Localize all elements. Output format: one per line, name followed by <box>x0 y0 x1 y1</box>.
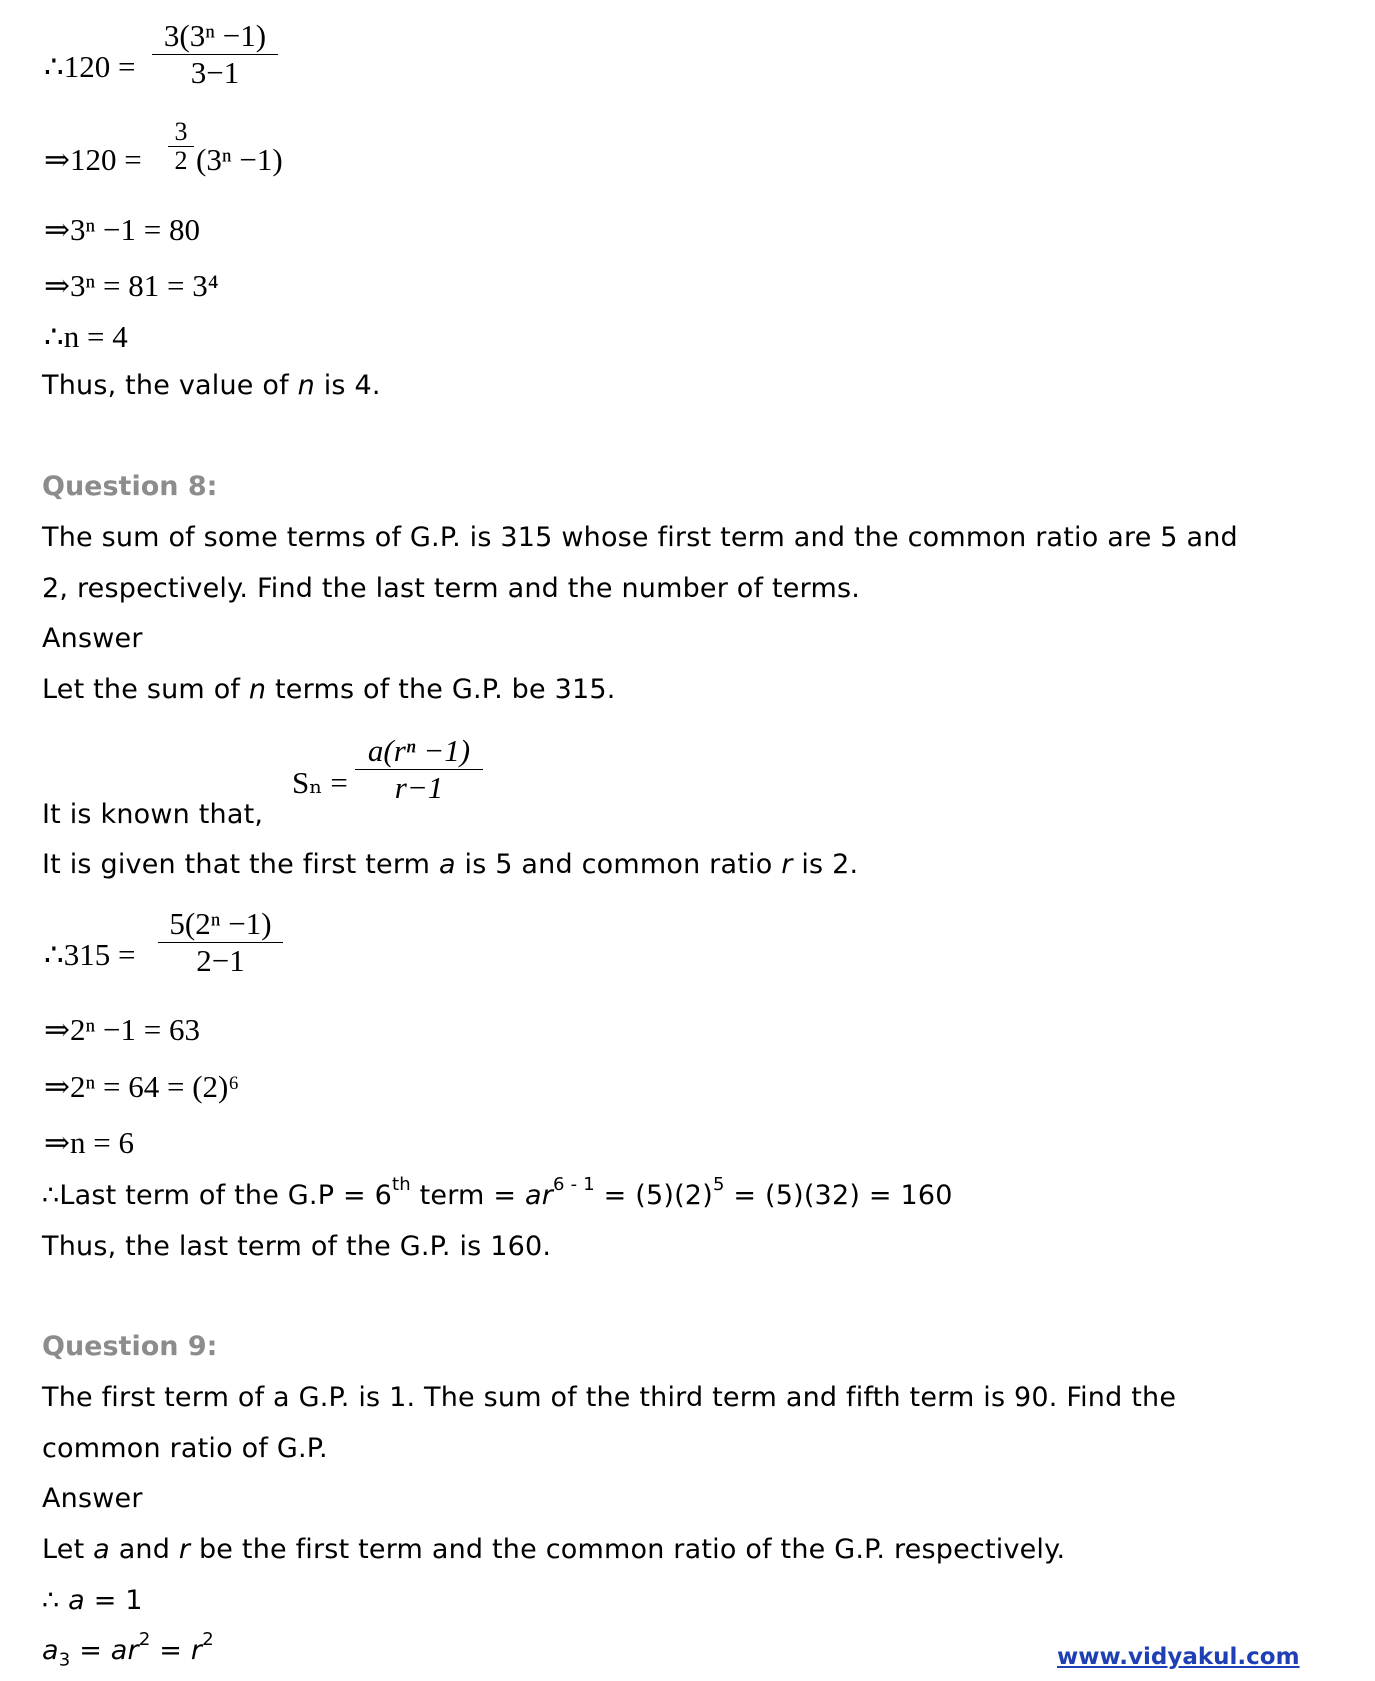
variable-n: n <box>248 674 267 705</box>
text-post: is 2. <box>792 849 859 880</box>
website-link[interactable]: www.vidyakul.com <box>1057 1644 1300 1670</box>
expression-ar: ar <box>524 1180 553 1211</box>
variable-r: r <box>190 1635 203 1666</box>
conclusion-post: is 4. <box>314 370 381 401</box>
text-d: = (5)(32) = 160 <box>724 1180 953 1211</box>
text-b: term = <box>410 1180 525 1211</box>
text-c: = (5)(2) <box>594 1180 713 1211</box>
question-text-line: The first term of a G.P. is 1. The sum of the third term and fifth term is 90. Find the <box>42 1382 1177 1413</box>
equation-line: ⇒n = 6 <box>44 1125 134 1160</box>
superscript: 2 <box>202 1629 214 1650</box>
superscript: 6 - 1 <box>553 1174 595 1195</box>
equals: = <box>150 1635 191 1666</box>
fraction-denominator: 2 <box>174 146 188 175</box>
equation-line: ∴n = 4 <box>44 319 128 354</box>
equation-line: ⇒3ⁿ = 81 = 3⁴ <box>44 268 219 303</box>
text-post: = 1 <box>84 1585 143 1616</box>
text-post: terms of the G.P. be 315. <box>266 674 616 705</box>
variable-a: a <box>438 849 456 880</box>
formula-lhs: Sₙ = <box>292 765 348 800</box>
answer-text <box>42 848 858 882</box>
text-a: ∴Last term of the G.P = 6 <box>42 1180 392 1211</box>
equals: = <box>70 1635 111 1666</box>
answer-label: Answer <box>42 1483 143 1514</box>
question-heading: Question 8: <box>42 471 218 502</box>
fraction <box>355 733 483 806</box>
variable-n: n <box>297 370 315 401</box>
text-pre: Let the sum of <box>42 674 249 705</box>
question-text-line: 2, respectively. Find the last term and the number of terms. <box>42 573 860 604</box>
answer-text <box>42 1174 953 1213</box>
variable-r: r <box>178 1534 191 1565</box>
superscript: 2 <box>138 1629 151 1650</box>
variable-a: a <box>68 1585 85 1616</box>
fraction <box>158 906 283 979</box>
fraction <box>168 118 194 175</box>
text-mid: is 5 and common ratio <box>455 849 782 880</box>
answer-text <box>42 1533 1065 1567</box>
text-pre: Let <box>42 1534 94 1565</box>
superscript: th <box>391 1174 411 1195</box>
text-pre: It is given that the first term <box>42 849 439 880</box>
conclusion-pre: Thus, the value of <box>42 370 298 401</box>
answer-text: It is known that, <box>42 799 264 830</box>
expression-ar: ar <box>110 1635 139 1666</box>
variable-a: a <box>93 1534 110 1565</box>
text-mid: and <box>109 1534 179 1565</box>
fraction-numerator: 5(2ⁿ −1) <box>169 906 272 941</box>
variable-r: r <box>781 849 793 880</box>
question-text-line: common ratio of G.P. <box>42 1433 328 1464</box>
question-heading: Question 9: <box>42 1331 218 1362</box>
text-post: be the first term and the common ratio of the G.P. respectively. <box>190 1534 1066 1565</box>
question-text-line: The sum of some terms of G.P. is 315 whose first term and the common ratio are 5 and <box>42 522 1238 553</box>
equation-line: (3ⁿ −1) <box>196 142 283 177</box>
fraction-numerator: 3 <box>174 117 188 146</box>
fraction-denominator: 2−1 <box>196 943 245 978</box>
text-pre: ∴ <box>42 1585 69 1616</box>
fraction-denominator: r−1 <box>394 770 444 805</box>
equation-line: ⇒2ⁿ −1 = 63 <box>44 1012 200 1047</box>
fraction-numerator: 3(3ⁿ −1) <box>163 18 267 53</box>
conclusion-text <box>42 369 381 403</box>
answer-text <box>42 673 616 707</box>
equation-line: ⇒120 = <box>44 142 142 177</box>
answer-text <box>42 1584 143 1618</box>
answer-text <box>42 1629 214 1671</box>
equation-line: ⇒2ⁿ = 64 = (2)⁶ <box>44 1069 240 1104</box>
variable-a: a <box>42 1635 59 1666</box>
superscript: 5 <box>712 1174 725 1195</box>
conclusion-text: Thus, the last term of the G.P. is 160. <box>42 1231 552 1262</box>
equation-line: ⇒3ⁿ −1 = 80 <box>44 212 200 247</box>
fraction-denominator: 3−1 <box>190 55 240 90</box>
answer-label: Answer <box>42 623 143 654</box>
fraction-numerator: a(rⁿ −1) <box>367 733 471 768</box>
equation-line: ∴315 = <box>44 937 136 972</box>
equation-line: ∴120 = <box>44 49 136 84</box>
subscript: 3 <box>58 1649 71 1671</box>
fraction <box>152 18 278 91</box>
